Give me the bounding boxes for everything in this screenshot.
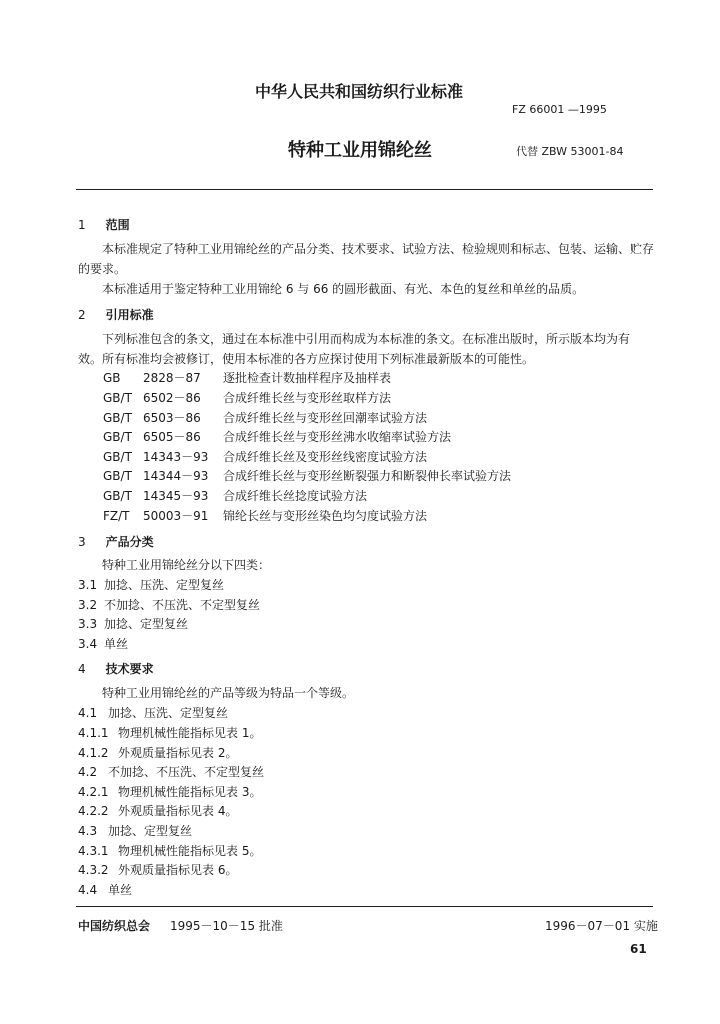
header-rule [76,189,653,190]
list-item: 3.3 加捻、定型复丝 [78,617,189,631]
list-item: 3.4 单丝 [78,637,129,651]
section-1-para-1: 本标准规定了特种工业用锦纶丝的产品分类、技术要求、试验方法、检验规则和标志、包装、运输、贮存 [102,242,655,256]
section-1-para-1-cont: 的要求。 [78,262,127,276]
org-title: 中华人民共和国纺织行业标准 [255,82,464,101]
section-2-para-1-cont: 效。所有标准均会被修订，使用本标准的各方应探讨使用下列标准最新版本的可能性。 [78,352,535,366]
replaces-standard: 代替 ZBW 53001-84 [516,145,624,158]
section-number: 1 [78,218,86,232]
reference-item: GB/T 6505－86 合成纤维长丝与变形丝沸水收缩率试验方法 [103,430,452,444]
section-3-heading [78,533,154,550]
document-title: 特种工业用锦纶丝 [288,140,432,161]
list-item: 4.3 加捻、定型复丝 [78,824,193,838]
effective-date: 1996－07－01 实施 [545,919,658,933]
section-number: 2 [78,308,86,322]
reference-item: GB/T 6503－86 合成纤维长丝与变形丝回潮率试验方法 [103,411,428,425]
list-item: 4.2.2 外观质量指标见表 4。 [78,804,238,818]
section-1-para-2: 本标准适用于鉴定特种工业用锦纶 6 与 66 的圆形截面、有光、本色的复丝和单丝的品质。 [102,282,585,296]
section-title: 技术要求 [105,662,154,676]
list-item: 4.1 加捻、压洗、定型复丝 [78,706,229,720]
reference-item: GB/T 14343－93 合成纤维长丝及变形丝线密度试验方法 [103,450,428,464]
page-number: 61 [630,942,647,956]
reference-item: FZ/T 50003－91 锦纶长丝与变形丝染色均匀度试验方法 [103,509,428,523]
section-3-intro: 特种工业用锦纶丝分以下四类： [102,558,271,572]
section-4-intro: 特种工业用锦纶丝的产品等级为特品一个等级。 [102,686,355,700]
list-item: 4.3.2 外观质量指标见表 6。 [78,863,238,877]
list-item: 4.1.2 外观质量指标见表 2。 [78,746,238,760]
section-number: 4 [78,662,86,676]
list-item: 4.1.1 物理机械性能指标见表 1。 [78,726,262,740]
footer-rule [76,906,653,907]
list-item: 4.2 不加捻、不压洗、不定型复丝 [78,765,265,779]
section-1-heading [78,216,130,233]
section-number: 3 [78,535,86,549]
section-2-heading [78,306,154,323]
section-title: 引用标准 [105,308,154,322]
list-item: 4.4 单丝 [78,883,133,897]
section-2-para-1: 下列标准包含的条文，通过在本标准中引用而构成为本标准的条文。在标准出版时，所示版本均为有 [102,332,631,346]
reference-item: GB/T 14345－93 合成纤维长丝捻度试验方法 [103,489,368,503]
list-item: 4.3.1 物理机械性能指标见表 5。 [78,844,262,858]
reference-item: GB 2828－87 逐批检查计数抽样程序及抽样表 [103,371,392,385]
list-item: 3.2 不加捻、不压洗、不定型复丝 [78,598,261,612]
list-item: 4.2.1 物理机械性能指标见表 3。 [78,785,262,799]
standard-number: FZ 66001 —1995 [512,103,607,116]
reference-item: GB/T 6502－86 合成纤维长丝与变形丝取样方法 [103,391,392,405]
reference-item: GB/T 14344－93 合成纤维长丝与变形丝断裂强力和断裂伸长率试验方法 [103,469,512,483]
issuer: 中国纺织总会 [78,919,151,933]
section-title: 范围 [105,218,130,232]
section-4-heading [78,660,154,677]
list-item: 3.1 加捻、压洗、定型复丝 [78,578,225,592]
section-title: 产品分类 [105,535,154,549]
approval-date: 1995－10－15 批准 [170,919,283,933]
